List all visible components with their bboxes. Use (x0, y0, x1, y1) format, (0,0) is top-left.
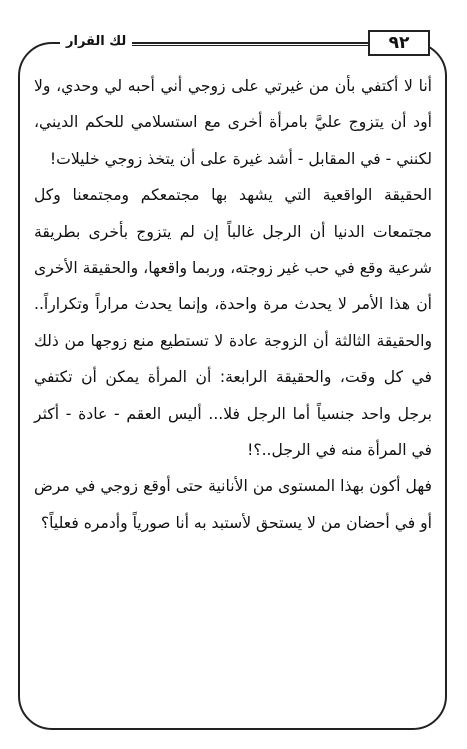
paragraph-1: أنا لا أكتفي بأن من غيرتي على زوجي أني أحبه لي وحدي، ولا أود أن يتزوج عليَّ بامرأة أخرى مع استسلامي للحكم الديني، لكنني - في المقابل - أشد غيرة على أن يتخذ زوجي خليلات! (34, 77, 432, 168)
running-title: لك القرار (60, 34, 132, 49)
paragraph-3: فهل أكون بهذا المستوى من الأنانية حتى أوقع زوجي في مرض أو في أحضان من لا يستحق لأستبد به أنا صورياً وأدمره فعلياً؟ (34, 477, 432, 532)
body-text (34, 68, 432, 541)
paragraph-2: الحقيقة الواقعية التي يشهد بها مجتمعكم ومجتمعنا وكل مجتمعات الدنيا أن الرجل غالباً إن لم يتزوج بأخرى بطريقة شرعية وقع في حب غير زوجته، وربما واقعها، والحقيقة الأخرى أن هذا الأمر لا يحدث مرة واحدة، وإنما يحدث مراراً وتكراراً.. والحقيقة الثالثة أن الزوجة عادة لا تستطيع منع زوجها من ذلك في كل وقت، والحقيقة الرابعة: أن المرأة يمكن أن تكتفي برجل واحد جنسياً أما الرجل فلا... أليس العقم - عادة - أكثر في المرأة منه في الرجل..؟! (34, 186, 432, 460)
page-number: ٩٢ (368, 30, 430, 56)
